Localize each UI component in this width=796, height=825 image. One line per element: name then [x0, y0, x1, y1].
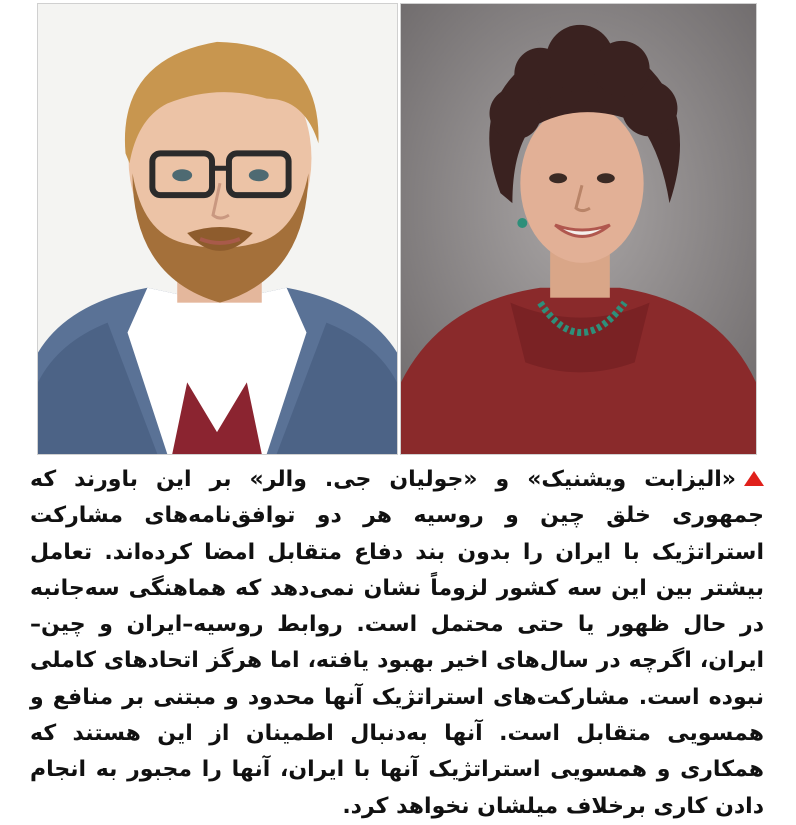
- photo-woman-curly-hair: [400, 3, 757, 455]
- caption-text: «الیزابت ویشنیک» و «جولیان جی. والر» بر این باورند که جمهوری خلق چین و روسیه هر دو توافق‌نامه‌های مشارکت استراتژیک با ایران را بدون بند دفاع متقابل امضا کرده‌اند. تعامل بیشتر بین این سه کشور لزوماً نشان نمی‌دهد که هماهنگی سه‌جانبه در حال ظهور یا حتی محتمل است. روابط روسیه–ایران و چین–ایران، اگرچه در سال‌های اخیر بهبود یافته، اما هرگز اتحادهای کاملی نبوده است. مشارکت‌های استراتژیک آنها محدود و مبتنی بر منافع و همسویی متقابل است. آنها به‌دنبال اطمینان از این هستند که همکاری و همسویی استراتژیک آنها با ایران، آنها را مجبور به انجام دادن کاری برخلاف میلشان نخواهد کرد.: [30, 467, 764, 819]
- photo-man-glasses: [37, 3, 398, 455]
- portrait-man-illustration: [38, 4, 397, 454]
- red-triangle-marker-icon: [744, 471, 764, 486]
- photo-caption: [30, 462, 764, 825]
- portrait-woman-illustration: [401, 4, 756, 454]
